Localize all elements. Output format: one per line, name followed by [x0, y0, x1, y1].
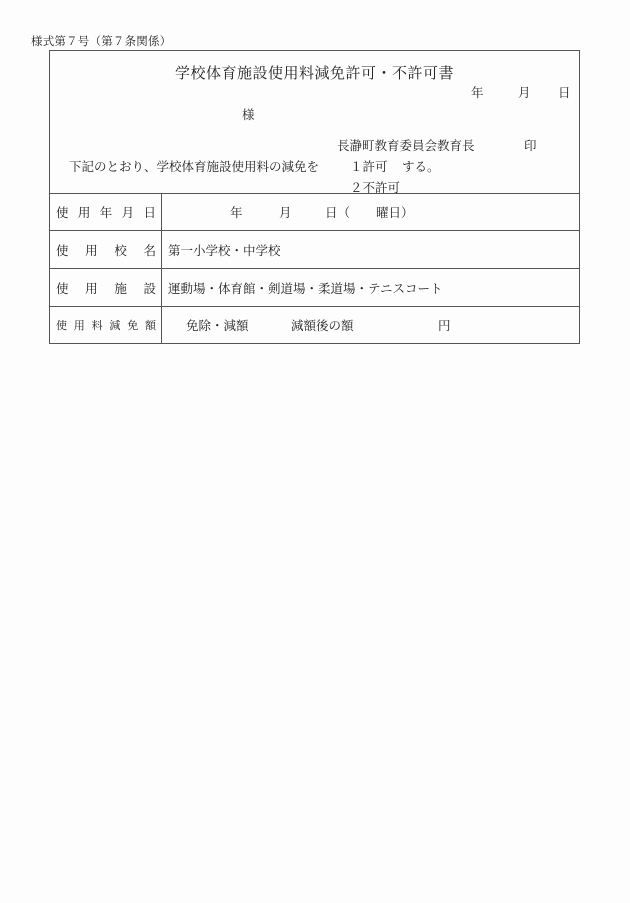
- decision-statement: 下記のとおり、学校体育施設使用料の減免を: [69, 159, 320, 174]
- form-title: 学校体育施設使用料減免許可・不許可書: [174, 64, 454, 82]
- usage-date-label: 使 用 年 月 日: [56, 204, 156, 220]
- facility-label: 使 用 施 設: [56, 280, 156, 296]
- row-fee-reduction: [50, 307, 579, 343]
- issue-date-year: 年: [471, 85, 484, 100]
- issue-date-day: 日: [558, 85, 571, 100]
- reduced-amount-label: 減額後の額: [291, 318, 354, 333]
- exemption-or-reduction: 免除・減額: [186, 318, 249, 333]
- issue-date-month: 月: [518, 85, 531, 100]
- statement-ending: する。: [402, 159, 440, 174]
- permit-form: [49, 50, 580, 344]
- issuer-title: 長瀞町教育委員会教育長: [337, 138, 475, 153]
- option-permit: １許可: [350, 159, 388, 174]
- form-header: [50, 51, 579, 194]
- row-school-name: [50, 231, 579, 269]
- usage-date-month: 月: [279, 204, 292, 220]
- facility-value: 運動場・体育館・剣道場・柔道場・テニスコート: [168, 280, 443, 296]
- school-name-label: 使 用 校 名: [56, 242, 156, 258]
- school-name-value: 第一小学校・中学校: [168, 242, 281, 258]
- addressee-suffix: 様: [242, 107, 255, 122]
- yen-unit: 円: [438, 318, 451, 333]
- fee-reduction-label: 使 用 料 減 免 額: [56, 319, 156, 332]
- row-facility: [50, 269, 579, 307]
- usage-date-day: 日（: [325, 204, 351, 220]
- usage-date-weekday: 曜日）: [376, 204, 414, 220]
- row-usage-date: [50, 193, 579, 231]
- usage-date-year: 年: [230, 204, 243, 220]
- seal-mark: 印: [524, 138, 537, 153]
- option-deny: ２不許可: [350, 180, 401, 195]
- form-number: 様式第７号（第７条関係）: [31, 34, 172, 48]
